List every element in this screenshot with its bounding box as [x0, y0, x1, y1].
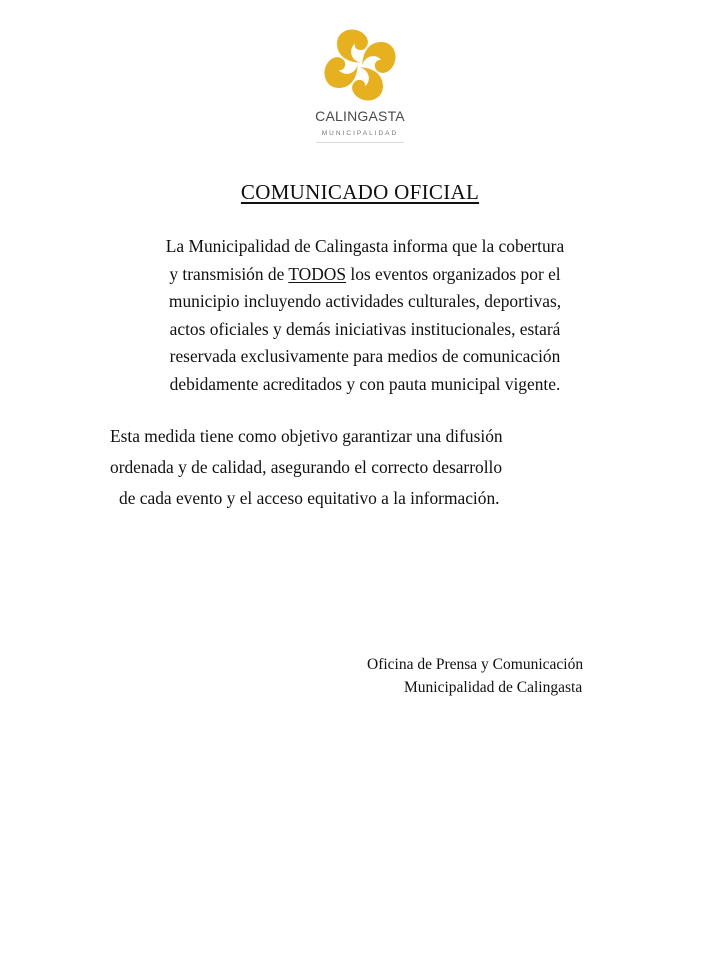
- paragraph-line: reservada exclusivamente para medios de comunicación: [169, 346, 561, 367]
- logo-subtitle: MUNICIPALIDAD: [321, 130, 399, 137]
- logo-petal: [324, 57, 357, 88]
- text-fragment: y transmisión de: [169, 263, 289, 284]
- logo-divider: [316, 142, 404, 143]
- logo-petal: [337, 29, 368, 62]
- signature-municipality: Municipalidad de Calingasta: [404, 679, 583, 696]
- signature-block: [330, 653, 660, 699]
- paragraph-line: actos oficiales y demás iniciativas institucionales, estará: [169, 318, 561, 339]
- municipal-logo: [300, 20, 420, 145]
- logo-petal: [352, 67, 383, 100]
- signature-office: Oficina de Prensa y Comunicación: [367, 656, 584, 673]
- paragraph-line: municipio incluyendo actividades culturales, deportivas,: [168, 291, 562, 312]
- paragraph-line: debidamente acreditados y con pauta municipal vigente.: [169, 373, 561, 394]
- paragraph-line: de cada evento y el acceso equitativo a la información.: [119, 488, 500, 508]
- logo-petal: [362, 42, 395, 73]
- paragraph-announcement: [100, 233, 630, 399]
- logo-name: CALINGASTA: [315, 108, 405, 124]
- document-title: COMUNICADO OFICIAL: [240, 180, 480, 204]
- paragraph-line: [100, 261, 630, 289]
- text-fragment: los eventos organizados por el: [346, 263, 561, 284]
- pinwheel-logo-icon: [319, 24, 401, 106]
- paragraph-objective: [110, 421, 610, 514]
- paragraph-line: Esta medida tiene como objetivo garantizar una difusión: [110, 426, 503, 446]
- paragraph-line: La Municipalidad de Calingasta informa que la cobertura: [165, 236, 565, 256]
- emphasis-todos: TODOS: [288, 263, 347, 284]
- paragraph-line: ordenada y de calidad, asegurando el correcto desarrollo: [110, 457, 503, 477]
